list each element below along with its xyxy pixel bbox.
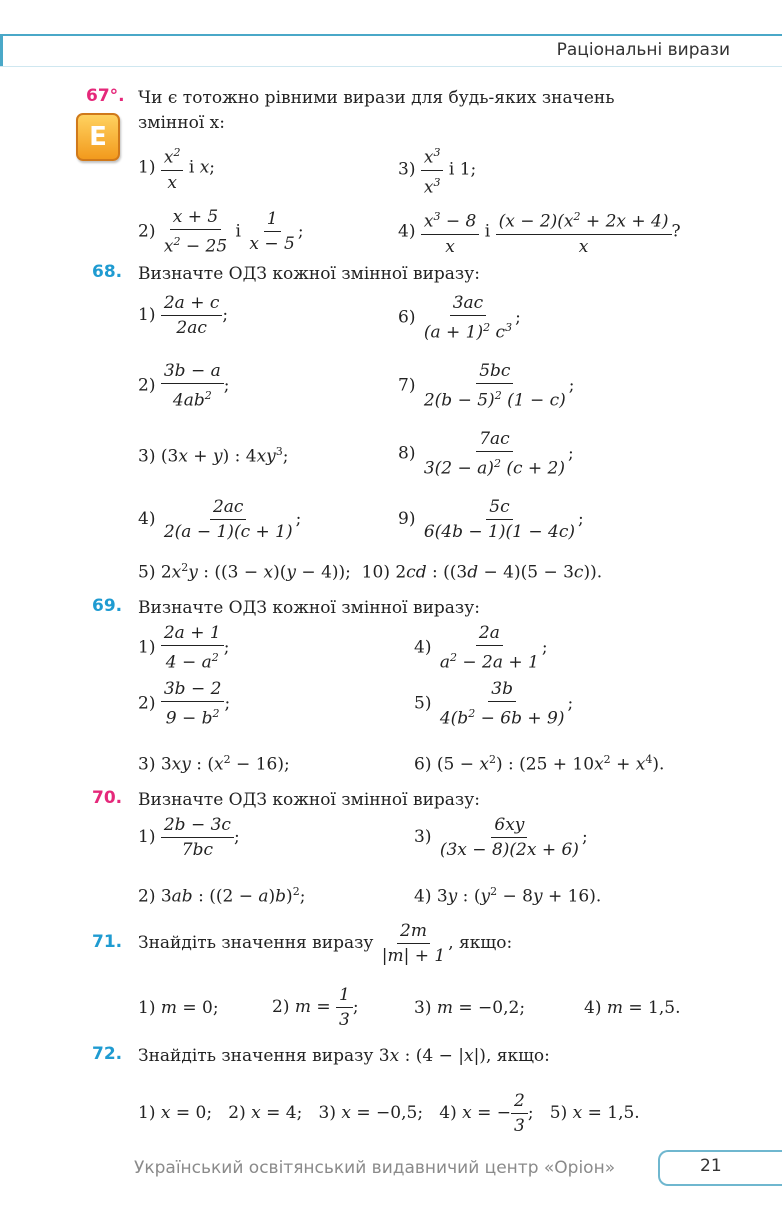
p68-item-3: 3) (3x + y) : $4xy^3$; [138,445,289,467]
p69-item-6: 6) $(5 - x^2)$ : $(25 + 10x^2 + x^4)$. [414,753,665,775]
problem-72-suffix: , якщо: [485,1046,550,1066]
p69-item-3: 3) 3xy : $(x^2 - 16)$; [138,753,290,775]
p68-item-2: 2) $\frac{3b - a}{4ab^2}$ ; [138,361,230,411]
p70-item-1: 1) $\frac{2b - 3c}{7bc}$ ; [138,815,240,860]
header-left-rule [0,34,3,66]
problem-69-number: 69. [92,596,123,616]
problem-68-number: 68. [92,262,123,282]
p68-item-1: 1) $\frac{2a + c}{2ac}$ ; [138,293,229,338]
p68-item-4: 4) $\frac{2ac}{2(a - 1)(c + 1)}$ ; [138,497,302,542]
p68-item-8: 8) $\frac{7ac}{3(2 - a)^2 (c + 2)}$ ; [398,429,574,479]
problem-71-suffix: , якщо: [448,933,513,953]
level-e-badge: E [76,113,120,161]
problem-67-number: 67°. [86,86,125,106]
header-bottom-rule [0,66,782,67]
p68-item-9: 9) $\frac{5c}{6(4b - 1)(1 - 4c)}$ ; [398,497,584,542]
problem-72-text: Знайдіть значення виразу [138,1046,374,1066]
p69-item-5: 5) $\frac{3b}{4(b^2 - 6b + 9)}$ ; [414,679,574,729]
problem-70-number: 70. [92,788,123,808]
publisher-footer: Український освітянський видавничий центр «Оріон» [134,1158,616,1178]
problem-67-text-2: змінної x: [138,113,225,133]
problem-68-text: Визначте ОДЗ кожної змінної виразу: [138,264,480,284]
problem-72-statement: Знайдіть значення виразу 3x : (4 − |x|), якщо: [138,1046,550,1066]
problem-69-text: Визначте ОДЗ кожної змінної виразу: [138,598,480,618]
header-rule [0,34,782,36]
problem-67-text-1: Чи є тотожно рівними вирази для будь-яких значень [138,88,615,108]
p71-item-4: 4) m = 1,5. [584,998,681,1018]
p68-item-5-10: 5) $2x^2y$ : ((3 − x)(y − 4)); 10) 2cd : ((3d − 4)(5 − 3c)). [138,561,603,583]
p69-item-4: 4) $\frac{2a}{a^2 - 2a + 1}$ ; [414,623,548,673]
page-number: 21 [700,1156,722,1176]
p71-item-1: 1) m = 0; [138,998,219,1018]
p67-item-1: 1) $\frac{x^2}{x}$ і x; [138,142,215,194]
p67-item-4: 4) $\frac{x^3 - 8}{x}$ і $\frac{(x - 2)(x^2 + 2x + 4)}{x}$ ? [398,206,681,258]
problem-71-statement: Знайдіть значення виразу $\frac{2m}{|m| + 1}$ , якщо: [138,921,513,966]
p71-item-2: 2) m = $\frac{1}{3}$ ; [272,985,359,1030]
p67-item-2: 2) $\frac{x + 5}{x^2 - 25}$ і $\frac{1}{x - 5}$ ; [138,207,304,257]
p68-item-7: 7) $\frac{5bc}{2(b - 5)^2 (1 - c)}$ ; [398,361,575,411]
p70-item-2: 2) 3ab : $((2 - a)b)^2$; [138,885,306,907]
p72-items: 1) x = 0; 2) x = 4; 3) x = −0,5; 4) x = − $\frac{2}{3}$ ; 5) x = 1,5. [138,1091,640,1136]
problem-71-number: 71. [92,932,123,952]
p69-item-1: 1) $\frac{2a + 1}{4 - a^2}$ ; [138,623,230,673]
running-title: Раціональні вирази [556,40,730,60]
problem-70-text: Визначте ОДЗ кожної змінної виразу: [138,790,480,810]
p69-item-2: 2) $\frac{3b - 2}{9 - b^2}$ ; [138,679,231,729]
problem-71-text: Знайдіть значення виразу [138,933,374,953]
p71-item-3: 3) m = −0,2; [414,998,526,1018]
p67-item-3: 3) $\frac{x^3}{x^3}$ і 1; [398,142,476,198]
p70-item-3: 3) $\frac{6xy}{(3x - 8)(2x + 6)}$ ; [414,815,588,860]
p70-item-4: 4) 3y : $(y^2 - 8y + 16)$. [414,885,602,907]
p68-item-6: 6) $\frac{3ac}{(a + 1)^2 c^3}$ ; [398,293,521,343]
problem-72-number: 72. [92,1044,123,1064]
